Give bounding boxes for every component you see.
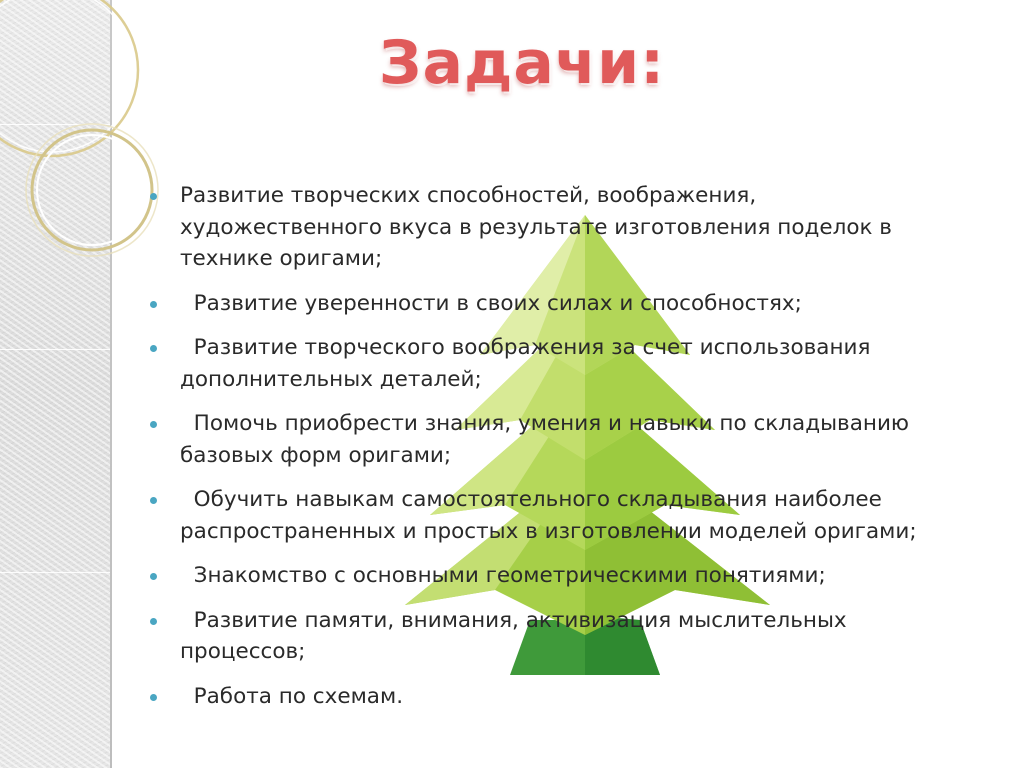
bullet-icon bbox=[150, 345, 157, 352]
strip-divider bbox=[0, 349, 112, 350]
list-item bbox=[150, 560, 950, 592]
list-item bbox=[150, 605, 950, 668]
strip-divider bbox=[0, 572, 112, 573]
task-text: Обучить навыкам самостоятельного складывания наиболее распространенных и простых в изготовлении моделей оригами; bbox=[180, 487, 917, 544]
slide-title: Задачи: bbox=[378, 28, 666, 98]
bullet-icon bbox=[150, 618, 157, 625]
task-text: Развитие уверенности в своих силах и способностях; bbox=[180, 290, 802, 316]
task-text: Знакомство с основными геометрическими понятиями; bbox=[180, 563, 826, 588]
list-item bbox=[150, 288, 950, 320]
list-item bbox=[150, 180, 950, 275]
task-text: Помочь приобрести знания, умения и навыки по складыванию базовых форм оригами; bbox=[180, 411, 916, 468]
bullet-icon bbox=[150, 421, 157, 428]
list-item bbox=[150, 681, 950, 713]
bullet-icon bbox=[150, 301, 157, 308]
task-text: Развитие памяти, внимания, активизация мыслительных процессов; bbox=[180, 607, 854, 664]
bullet-icon bbox=[150, 694, 157, 701]
bullet-icon bbox=[150, 573, 157, 580]
task-text: Развитие творческих способностей, воображения, художественного вкуса в результате изготовления поделок в технике оригами; bbox=[180, 183, 892, 271]
bullet-icon bbox=[150, 497, 157, 504]
bullet-icon bbox=[150, 193, 157, 200]
list-item bbox=[150, 484, 950, 547]
task-text: Работа по схемам. bbox=[180, 683, 404, 709]
task-text: Развитие творческого воображения за счет использования дополнительных деталей; bbox=[180, 335, 878, 392]
list-item bbox=[150, 408, 950, 471]
list-item bbox=[150, 332, 950, 395]
task-list bbox=[150, 180, 950, 725]
